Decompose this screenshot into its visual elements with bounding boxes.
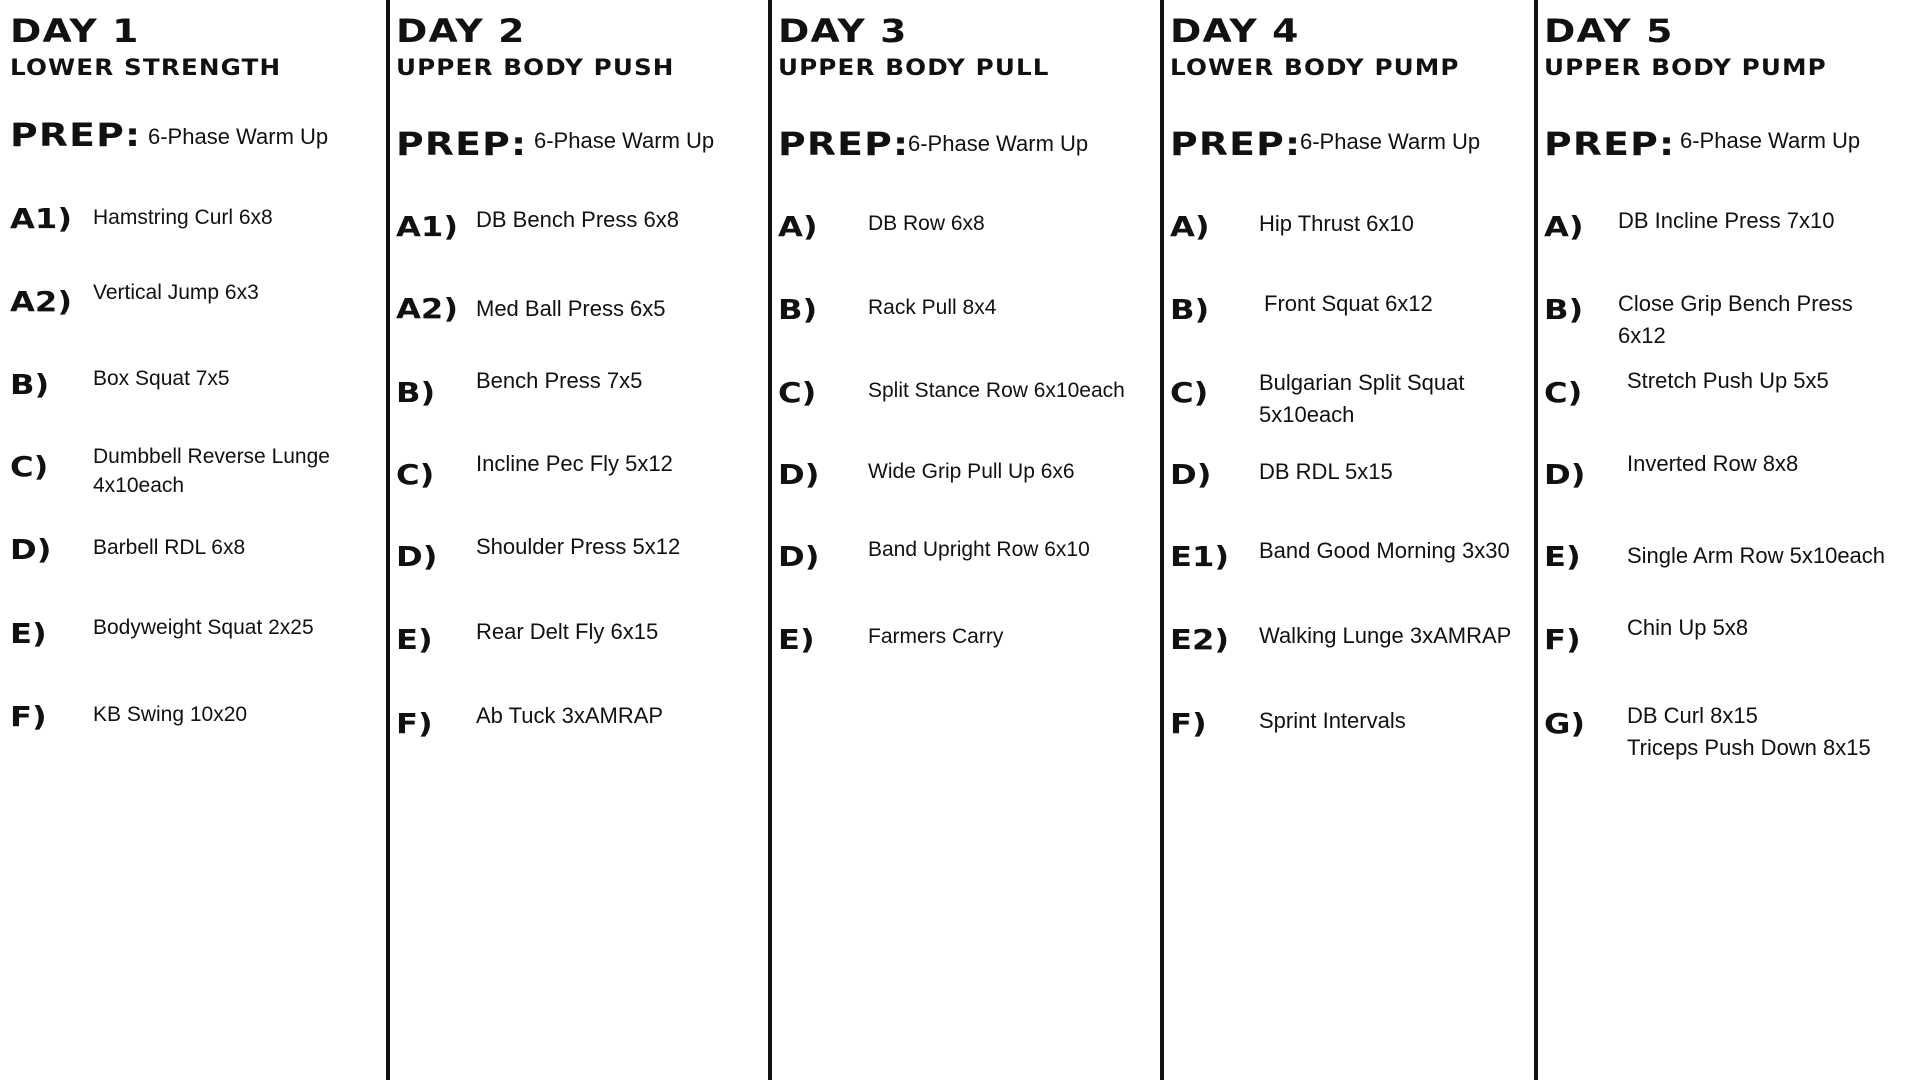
exercise-name: Stretch Push Up 5x5	[1627, 368, 1829, 393]
prep-label: PREP:	[1170, 125, 1302, 163]
prep-text: 6-Phase Warm Up	[148, 124, 329, 149]
exercise-name: Wide Grip Pull Up 6x6	[868, 460, 1075, 483]
exercise-name: Vertical Jump 6x3	[93, 281, 259, 304]
exercise-label: E)	[10, 617, 47, 650]
exercise-name: Ab Tuck 3xAMRAP	[476, 703, 664, 728]
exercise-label: A2)	[396, 292, 459, 325]
prep-text: 6-Phase Warm Up	[534, 128, 715, 153]
day-title: DAY 4	[1170, 12, 1300, 50]
exercise-name: Dumbbell Reverse Lunge 4x10each	[93, 445, 330, 497]
day-subtitle: UPPER BODY PUMP	[1544, 56, 1827, 81]
exercise-name: DB RDL 5x15	[1259, 459, 1393, 484]
prep-label: PREP:	[778, 125, 910, 163]
prep-text: 6-Phase Warm Up	[908, 131, 1089, 156]
exercise-label: D)	[1544, 458, 1586, 491]
column-divider	[768, 0, 772, 1080]
day-title: DAY 2	[396, 12, 526, 50]
exercise-label: C)	[1544, 376, 1583, 409]
exercise-label: C)	[1170, 376, 1209, 409]
prep-label: PREP:	[1544, 125, 1676, 163]
exercise-name: Split Stance Row 6x10each	[868, 379, 1125, 402]
exercise-label: B)	[10, 368, 50, 401]
exercise-label: B)	[778, 293, 818, 326]
exercise-name: DB Bench Press 6x8	[476, 207, 679, 232]
exercise-label: B)	[1544, 293, 1584, 326]
column-divider	[386, 0, 390, 1080]
exercise-name: Bulgarian Split Squat 5x10each	[1259, 370, 1465, 427]
exercise-name: Band Upright Row 6x10	[868, 538, 1090, 561]
exercise-label: A)	[1544, 210, 1584, 243]
exercise-label: C)	[10, 450, 49, 483]
exercise-label: A2)	[10, 285, 73, 318]
exercise-label: D)	[10, 533, 52, 566]
prep-label: PREP:	[10, 116, 142, 154]
exercise-label: C)	[396, 458, 435, 491]
day-subtitle: UPPER BODY PUSH	[396, 56, 675, 81]
day-subtitle: LOWER BODY PUMP	[1170, 56, 1460, 81]
exercise-label: C)	[778, 376, 817, 409]
prep-label: PREP:	[396, 125, 528, 163]
day-title: DAY 5	[1544, 12, 1674, 50]
exercise-label: D)	[1170, 458, 1212, 491]
column-divider	[1534, 0, 1538, 1080]
exercise-label: D)	[778, 458, 820, 491]
exercise-label: G)	[1544, 707, 1586, 740]
exercise-name: Sprint Intervals	[1259, 708, 1406, 733]
exercise-name: DB Row 6x8	[868, 212, 985, 235]
exercise-label: E1)	[1170, 540, 1230, 573]
prep-text: 6-Phase Warm Up	[1300, 129, 1481, 154]
exercise-name: Hip Thrust 6x10	[1259, 211, 1414, 236]
exercise-label: A)	[1170, 210, 1210, 243]
day-5-column	[1544, 0, 1914, 1080]
exercise-name: Barbell RDL 6x8	[93, 536, 246, 559]
exercise-label: A1)	[396, 210, 459, 243]
day-4-column	[1170, 0, 1528, 1080]
exercise-name: DB Incline Press 7x10	[1618, 208, 1835, 233]
exercise-name: Bench Press 7x5	[476, 368, 643, 393]
exercise-label: B)	[1170, 293, 1210, 326]
day-1-column	[10, 0, 380, 1080]
exercise-name: Close Grip Bench Press 6x12	[1618, 291, 1853, 348]
exercise-label: D)	[778, 540, 820, 573]
exercise-label: A1)	[10, 202, 73, 235]
exercise-label: F)	[1544, 623, 1581, 656]
exercise-label: D)	[396, 540, 438, 573]
exercise-name: Rear Delt Fly 6x15	[476, 619, 659, 644]
exercise-name: Chin Up 5x8	[1627, 615, 1749, 640]
exercise-name: DB Curl 8x15 Triceps Push Down 8x15	[1627, 703, 1871, 760]
exercise-label: E)	[1544, 540, 1581, 573]
exercise-name: Incline Pec Fly 5x12	[476, 451, 673, 476]
exercise-name: Single Arm Row 5x10each	[1627, 543, 1886, 568]
day-subtitle: UPPER BODY PULL	[778, 56, 1050, 81]
day-3-column	[778, 0, 1153, 1080]
exercise-name: Hamstring Curl 6x8	[93, 206, 273, 229]
day-title: DAY 3	[778, 12, 908, 50]
exercise-label: B)	[396, 376, 436, 409]
exercise-label: F)	[396, 707, 433, 740]
exercise-name: Bodyweight Squat 2x25	[93, 616, 314, 639]
day-subtitle: LOWER STRENGTH	[10, 56, 282, 81]
day-title: DAY 1	[10, 12, 140, 50]
exercise-name: Med Ball Press 6x5	[476, 296, 666, 321]
exercise-name: Shoulder Press 5x12	[476, 534, 681, 559]
column-divider	[1160, 0, 1164, 1080]
exercise-label: E2)	[1170, 623, 1230, 656]
exercise-name: Farmers Carry	[868, 625, 1004, 648]
exercise-name: Rack Pull 8x4	[868, 296, 997, 319]
exercise-name: Band Good Morning 3x30	[1259, 538, 1510, 563]
exercise-name: Front Squat 6x12	[1264, 291, 1433, 316]
exercise-label: A)	[778, 210, 818, 243]
exercise-name: Inverted Row 8x8	[1627, 451, 1799, 476]
exercise-label: E)	[396, 623, 433, 656]
exercise-name: Walking Lunge 3xAMRAP	[1259, 623, 1512, 648]
exercise-label: F)	[10, 700, 47, 733]
exercise-name: KB Swing 10x20	[93, 703, 248, 726]
exercise-name: Box Squat 7x5	[93, 367, 230, 390]
exercise-label: F)	[1170, 707, 1207, 740]
prep-text: 6-Phase Warm Up	[1680, 128, 1861, 153]
exercise-label: E)	[778, 623, 815, 656]
day-2-column	[396, 0, 761, 1080]
